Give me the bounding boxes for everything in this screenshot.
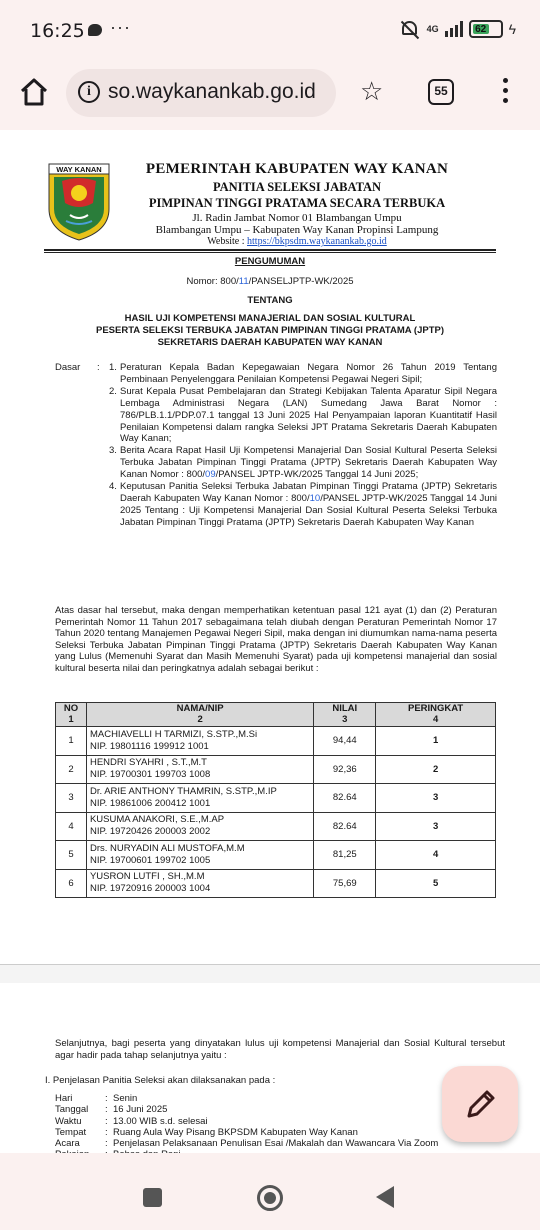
signal-icon <box>445 21 463 37</box>
basis-label: Dasar <box>55 362 81 373</box>
document-page <box>0 130 540 965</box>
way-kanan-logo <box>48 163 110 241</box>
home-icon[interactable] <box>18 76 50 108</box>
detail-row: Acara : Penjelasan Pelaksanaan Penulisan Esai /Makalah dan Wawancara Via Zoom <box>55 1138 439 1150</box>
battery-level: 62 <box>473 24 489 34</box>
tab-switcher-icon[interactable]: 55 <box>428 79 454 105</box>
more-notifications-icon: ··· <box>110 17 131 37</box>
table-row: 5 Drs. NURYADIN ALI MUSTOFA,M.M NIP. 19700601 199702 1005 81,25 4 <box>56 841 496 870</box>
letterhead-line2: PANITIA SELEKSI JABATAN <box>212 180 382 194</box>
letterhead-website: Website : https://bkpsdm.waykanankab.go.id <box>207 236 387 247</box>
col-header-rank: PERINGKAT 4 <box>376 703 496 727</box>
divider <box>44 252 496 253</box>
results-table <box>55 702 496 898</box>
basis-item: 1. Peraturan Kepala Badan Kepegawaian Negara Nomor 26 Tahun 2019 Tentang Pembinaan Penyelenggara Penilaian Kompetensi Pegawai Negeri Sipil; <box>109 362 497 385</box>
edit-fab-button[interactable] <box>442 1066 518 1142</box>
letterhead <box>112 161 482 247</box>
system-nav-bar <box>0 1153 540 1230</box>
status-bar <box>0 0 540 62</box>
info-icon[interactable]: i <box>78 81 100 103</box>
browser-toolbar <box>0 62 540 130</box>
letterhead-address2: Blambangan Umpu – Kabupaten Way Kanan Propinsi Lampung <box>155 224 439 236</box>
website-link[interactable]: https://bkpsdm.waykanankab.go.id <box>247 236 387 247</box>
status-time: 16:25 <box>30 20 85 42</box>
charging-icon: ϟ <box>508 21 516 37</box>
letterhead-line3: PIMPINAN TINGGI PRATAMA SECARA TERBUKA <box>148 196 446 210</box>
announcement-heading: PENGUMUMAN <box>234 256 306 267</box>
table-row: 2 HENDRI SYAHRI , S.T.,M.T NIP. 19700301 199703 1008 92,36 2 <box>56 755 496 784</box>
next-stage-item: I. Penjelasan Panitia Seleksi akan dilaksanakan pada : <box>45 1075 276 1086</box>
star-icon[interactable]: ☆ <box>360 76 384 106</box>
basis-colon: : <box>97 362 100 373</box>
table-row: 6 YUSRON LUTFI , SH.,M.M NIP. 19720916 200003 1004 75,69 5 <box>56 869 496 898</box>
letterhead-line1: PEMERINTAH KABUPATEN WAY KANAN <box>145 161 449 177</box>
svg-text:WAY KANAN: WAY KANAN <box>56 165 102 174</box>
page-gap <box>0 965 540 983</box>
detail-row: Tempat : Ruang Aula Way Pisang BKPSDM Kabupaten Way Kanan <box>55 1126 358 1138</box>
table-header-row <box>56 703 496 727</box>
next-stage-paragraph: Selanjutnya, bagi peserta yang dinyatakan lulus uji kompetensi Manajerial dan Sosial Kultural tersebut agar hadir pada tahap selanjutnya yaitu : <box>55 1038 505 1061</box>
basis-list <box>109 362 497 529</box>
document-title: HASIL UJI KOMPETENSI MANAJERIAL DAN SOSIAL KULTURAL PESERTA SELEKSI TERBUKA JABATAN PIMPINAN TINGGI PRATAMA (JPTP) SEKRETARIS DAERAH KABUPATEN WAY KANAN <box>96 313 444 348</box>
url-text[interactable]: so.waykanankab.go.id <box>108 80 316 103</box>
table-row: 4 KUSUMA ANAKORI, S.E.,M.AP NIP. 19720426 200003 2002 82.64 3 <box>56 812 496 841</box>
url-bar[interactable] <box>66 69 336 117</box>
home-nav-icon[interactable] <box>257 1185 283 1211</box>
back-icon[interactable] <box>376 1186 394 1208</box>
basis-item: 3. Berita Acara Rapat Hasil Uji Kompetensi Manajerial Dan Sosial Kultural Peserta Seleksi Terbuka Jabatan Pimpinan Tinggi Pratama (JPTP) Sekretaris Daerah Kabupaten Way Kanan Nomor : 800/09/PANSEL JPTP-WK/2025 Tanggal 14 Juni 2025; <box>109 445 497 481</box>
schedule-details <box>55 1093 438 1161</box>
battery-icon <box>469 20 503 38</box>
table-row: 1 MACHIAVELLI H TARMIZI, S.STP.,M.Si NIP. 19801116 199912 1001 94,44 1 <box>56 727 496 756</box>
chat-notification-icon <box>88 24 102 36</box>
detail-row: Waktu : 13.00 WIB s.d. selesai <box>55 1115 208 1127</box>
basis-item: 2. Surat Kepala Pusat Pembelajaran dan Strategi Kebijakan Talenta Aparatur Sipil Negara Lembaga Administrasi Negara (LAN) Sumedang Jawa Barat Nomor : 786/PLB.1.1/PDP.07.1 tanggal 13 Juni 2025 Hal Penyampaian laporan Kuantitatif Hasil Penilaian Kompetensi dalam rangka Seleksi JPT Pratama Sekretaris Daerah Kabupaten Way Kanan; <box>109 385 497 445</box>
announcement-paragraph: Atas dasar hal tersebut, maka dengan memperhatikan ketentuan pasal 121 ayat (1) dan (2) Peraturan Pemerintah Nomor 11 Tahun 2017 sebagaimana telah diubah dengan Peraturan Pemerintah Nomor 17 Tahun 2020 tentang Manajemen Pegawai Negeri Sipil, maka dengan ini diumumkan nama-nama peserta Seleksi Terbuka Jabatan Pimpinan Tinggi Pratama (JPTP) Sekretaris Daerah Kabupaten Way Kanan yang Lulus (Memenuhi Syarat dan Masih Memenuhi Syarat) pada uji kompetensi manajerial dan sosial kultural beserta nilai dan peringkatnya adalah sebagai berikut : <box>55 605 497 674</box>
more-vert-icon[interactable] <box>500 78 510 108</box>
detail-row: Hari : Senin <box>55 1093 138 1104</box>
letterhead-address1: Jl. Radin Jambat Nomor 01 Blambangan Umpu <box>192 212 402 224</box>
document-number: Nomor: 800/11/PANSELJPTP-WK/2025 <box>186 276 354 287</box>
table-row: 3 Dr. ARIE ANTHONY THAMRIN, S.STP.,M.IP NIP. 19861006 200412 1001 82.64 3 <box>56 784 496 813</box>
about-heading: TENTANG <box>247 295 293 306</box>
status-indicators <box>399 20 516 38</box>
mute-icon <box>399 20 421 38</box>
col-header-score: NILAI 3 <box>314 703 376 727</box>
detail-row: Tanggal : 16 Juni 2025 <box>55 1104 168 1116</box>
divider <box>44 249 496 251</box>
network-type: 4G <box>426 23 439 34</box>
col-header-no: NO 1 <box>56 703 87 727</box>
pencil-icon <box>442 1066 518 1142</box>
col-header-name: NAMA/NIP 2 <box>86 703 313 727</box>
recents-icon[interactable] <box>143 1188 162 1207</box>
basis-item: 4. Keputusan Panitia Seleksi Terbuka Jabatan Pimpinan Tinggi Pratama (JPTP) Sekretaris Daerah Kabupaten Way Kanan Nomor : 800/10/PANSEL JPTP-WK/2025 Tanggal 14 Juni 2025 Tentang : Uji Kompetensi Manajerial Dan Sosial Kultural Peserta Seleksi Terbuka Jabatan Pimpinan Tinggi Pratama (JPTP) Sekretaris Daerah Kabupaten Way Kanan <box>109 481 497 528</box>
